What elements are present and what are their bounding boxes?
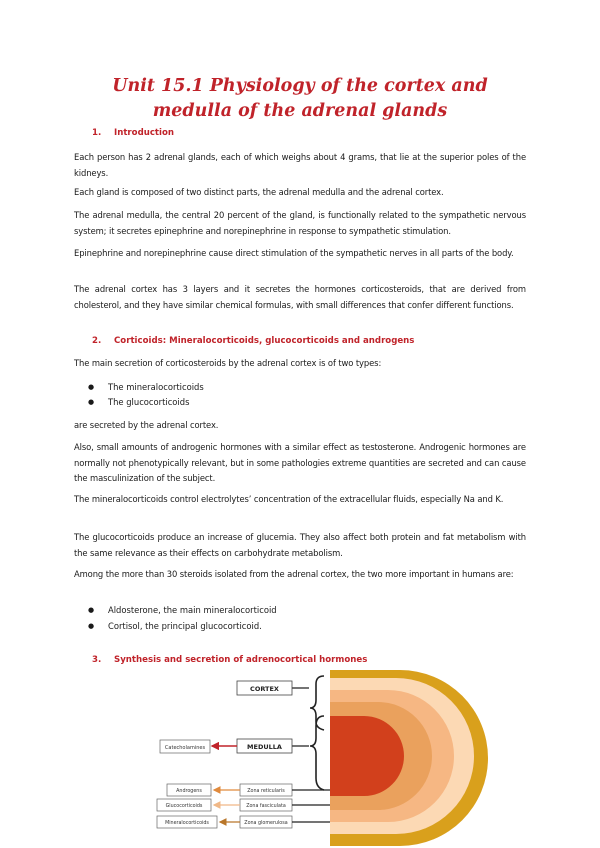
catecholamines-label: Catecholamines	[164, 745, 206, 751]
paragraph: The mineralocorticoids control electrolytes’ concentration of the extracellular fluids, especially Na and K.	[74, 494, 504, 504]
section-title: Introduction	[114, 128, 175, 138]
paragraph: The glucocorticoids produce an increase of glucemia. They also affect both protein and fat metabolism with the same relevance as their effects on carbohydrate metabolism.	[74, 532, 526, 558]
page-title: Unit 15.1 Physiology of the cortex and medulla of the adrenal glands	[112, 76, 488, 121]
cortex-label: CORTEX	[250, 685, 279, 693]
paragraph: The main secretion of corticosteroids by the adrenal cortex is of two types:	[74, 358, 382, 368]
section-title: Corticoids: Mineralocorticoids, glucocorticoids and androgens	[114, 336, 415, 346]
section-title: Synthesis and secretion of adrenocortical hormones	[114, 655, 368, 665]
paragraph: Also, small amounts of androgenic hormones with a similar effect as testosterone. Androgenic hormones are normally not phenotypically relevant, but in some pathologies extreme quantities are secreted and can cause the masculinization of the subject.	[74, 442, 526, 483]
paragraph: Among the more than 30 steroids isolated from the adrenal cortex, the two more important in humans are:	[74, 569, 514, 579]
zona-fasciculata-label: Zona fasciculata	[246, 804, 286, 809]
paragraph: Each person has 2 adrenal glands, each of which weighs about 4 grams, that lie at the superior poles of the kidneys.	[74, 152, 526, 178]
bullet-icon: ●	[88, 606, 95, 614]
zona-reticularis-label: Zona reticularis	[247, 789, 285, 794]
section-number: 3.	[92, 655, 102, 665]
bullet-icon: ●	[88, 383, 95, 391]
list-item-text: Aldosterone, the main mineralocorticoid	[108, 605, 277, 615]
paragraph: Epinephrine and norepinephrine cause direct stimulation of the sympathetic nerves in all parts of the body.	[74, 248, 514, 258]
list-item-text: The mineralocorticoids	[108, 382, 204, 392]
paragraph: Each gland is composed of two distinct parts, the adrenal medulla and the adrenal cortex.	[74, 187, 444, 197]
list-item-text: The glucocorticoids	[108, 397, 190, 407]
section-number: 1.	[92, 128, 102, 138]
paragraph: The adrenal cortex has 3 layers and it secretes the hormones corticosteroids, that are derived from cholesterol, and they have similar chemical formulas, with small differences that confer different functions.	[74, 284, 526, 310]
glucocorticoids-label: Glucocorticoids	[165, 804, 203, 809]
mineralocorticoids-label: Mineralocorticoids	[165, 821, 209, 826]
medulla-label: MEDULLA	[247, 743, 282, 751]
zona-glomerulosa-label: Zona glomerulosa	[244, 821, 288, 826]
paragraph: The adrenal medulla, the central 20 percent of the gland, is functionally related to the sympathetic nervous system; it secretes epinephrine and norepinephrine in response to sympathetic stimulation.	[74, 210, 526, 236]
androgens-label: Androgens	[176, 789, 202, 794]
section-number: 2.	[92, 336, 102, 346]
bullet-icon: ●	[88, 622, 95, 630]
list-item-text: Cortisol, the principal glucocorticoid.	[108, 621, 262, 631]
paragraph: are secreted by the adrenal cortex.	[74, 420, 219, 430]
bullet-icon: ●	[88, 398, 95, 406]
